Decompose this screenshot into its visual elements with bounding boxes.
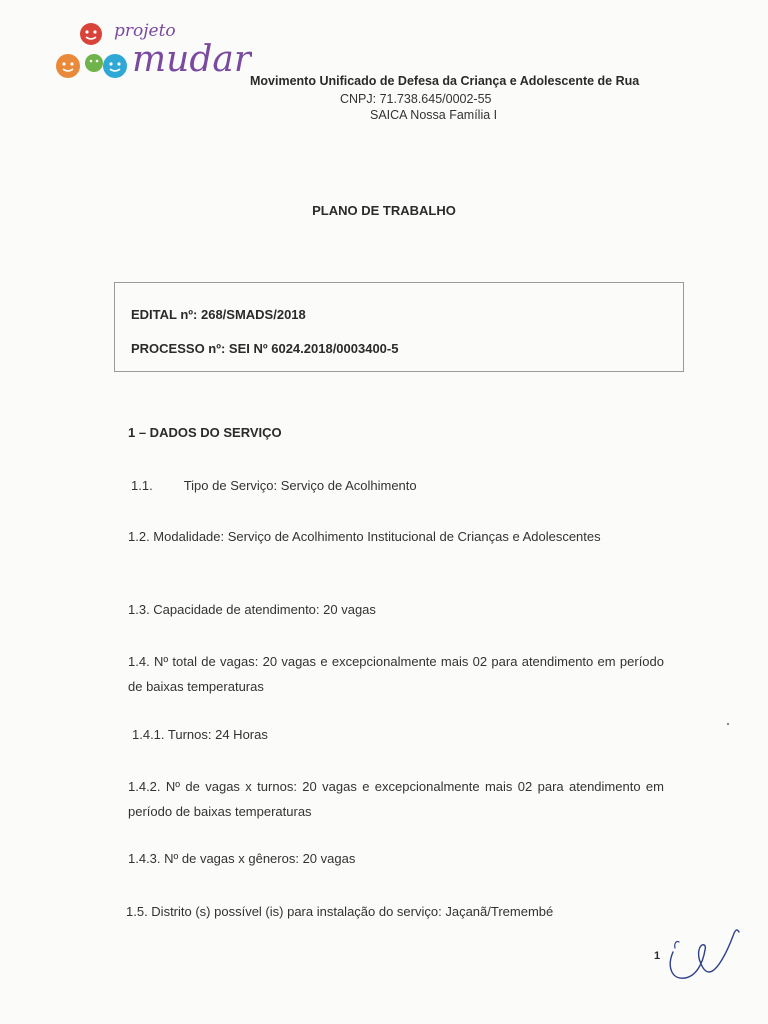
logo-face-orange [56, 54, 80, 78]
section-heading: 1 – DADOS DO SERVIÇO [128, 425, 282, 440]
processo-line: PROCESSO nº: SEI Nº 6024.2018/0003400-5 [131, 341, 399, 356]
edital-line: EDITAL nº: 268/SMADS/2018 [131, 307, 306, 322]
item-1-3: 1.3. Capacidade de atendimento: 20 vagas [128, 602, 376, 617]
item-1-4: 1.4. Nº total de vagas: 20 vagas e excepcionalmente mais 02 para atendimento em período de baixas temperaturas [128, 654, 664, 694]
item-1-1-text: Tipo de Serviço: Serviço de Acolhimento [183, 478, 417, 493]
scan-speck [727, 723, 729, 725]
organization-name: Movimento Unificado de Defesa da Criança e Adolescente de Rua [250, 74, 640, 88]
item-1-4-3: 1.4.3. Nº de vagas x gêneros: 20 vagas [128, 851, 356, 866]
item-1-4-2: 1.4.2. Nº de vagas x turnos: 20 vagas e excepcionalmente mais 02 para atendimento em período de baixas temperaturas [128, 779, 664, 819]
item-1-2: 1.2. Modalidade: Serviço de Acolhimento Institucional de Crianças e Adolescentes [128, 529, 601, 544]
document-title: PLANO DE TRABALHO [312, 203, 456, 218]
edital-box [114, 282, 684, 372]
item-1-5: 1.5. Distrito (s) possível (is) para instalação do serviço: Jaçanã/Tremembé [126, 904, 554, 919]
logo-face-red [80, 23, 102, 45]
item-1-1-number: 1.1. [131, 478, 153, 493]
logo-face-blue [103, 54, 127, 78]
logo-face-green [85, 54, 103, 72]
unit-name: SAICA Nossa Família I [370, 108, 498, 122]
logo-text-mudar: mudar [132, 39, 252, 80]
logo-text-projeto: projeto [114, 21, 176, 41]
projeto-mudar-logo [52, 16, 252, 88]
item-1-4-1: 1.4.1. Turnos: 24 Horas [132, 727, 268, 742]
page-number: 1 [654, 950, 661, 962]
cnpj-line: CNPJ: 71.738.645/0002-55 [340, 92, 492, 106]
item-1-1 [131, 473, 417, 498]
signature-initials [663, 922, 743, 986]
